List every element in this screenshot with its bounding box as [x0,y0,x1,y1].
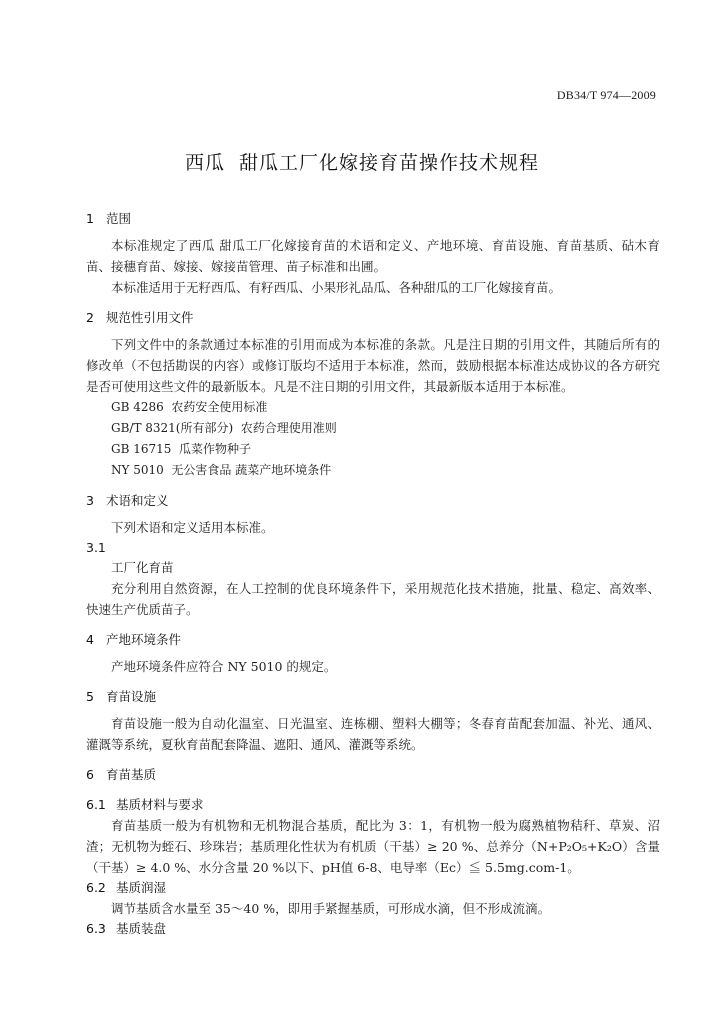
term-name: 工厂化育苗 [111,560,174,575]
section-title: 产地环境条件 [106,632,182,647]
subsection-heading-6-2 [86,878,660,898]
section-title: 术语和定义 [106,493,169,508]
term-definition: 充分利用自然资源，在人工控制的优良环境条件下，采用规范化技术措施，批量、稳定、高效率、快速生产优质苗子。 [86,581,660,617]
subsection-title: 基质材料与要求 [116,797,204,812]
document-title: 西瓜 甜瓜工厂化嫁接育苗操作技术规程 [184,152,540,174]
document-body [86,209,660,939]
subsection-title: 基质润湿 [116,880,167,895]
reference-item: GB/T 8321(所有部分) 农药合理使用准则 [111,421,337,435]
subsection-number: 6.2 [86,880,106,895]
section-title: 范围 [106,211,132,226]
section-title: 育苗设施 [106,689,157,704]
section-number: 1 [86,211,94,226]
section-number: 2 [86,310,94,325]
paragraph: 产地环境条件应符合 NY 5010 的规定。 [111,659,337,674]
section-number: 5 [86,689,94,704]
subsection-title: 基质装盘 [116,921,167,936]
subsection-number: 6.3 [86,921,106,936]
paragraph: 调节基质含水量至 35～40 %，即用手紧握基质，可形成水滴，但不形成流滴。 [111,901,551,916]
paragraph: 本标准适用于无籽西瓜、有籽西瓜、小果形礼品瓜、各种甜瓜的工厂化嫁接育苗。 [111,280,562,295]
reference-item: NY 5010 无公害食品 蔬菜产地环境条件 [111,463,332,477]
paragraph: 本标准规定了西瓜 甜瓜工厂化嫁接育苗的术语和定义、产地环境、育苗设施、育苗基质、砧木育苗、接穗育苗、嫁接、嫁接苗管理、苗子标准和出圃。 [86,238,660,274]
paragraph: 下列术语和定义适用本标准。 [111,520,274,535]
section-heading-2 [86,308,660,328]
section-heading-1 [86,209,660,229]
section-title: 育苗基质 [106,767,157,782]
standard-code: DB34/T 974—2009 [556,88,656,102]
section-heading-4 [86,630,660,650]
section-number: 3 [86,493,94,508]
paragraph: 育苗设施一般为自动化温室、日光温室、连栋棚、塑料大棚等；冬春育苗配套加温、补光、通风、灌溉等系统，夏秋育苗配套降温、遮阳、通风、灌溉等系统。 [86,716,660,752]
term-number: 3.1 [86,540,106,555]
section-number: 6 [86,767,94,782]
paragraph: 下列文件中的条款通过本标准的引用而成为本标准的条款。凡是注日期的引用文件，其随后所有的修改单（不包括勘误的内容）或修订版均不适用于本标准，然而，鼓励根据本标准达成协议的各方研究是否可使用这些文件的最新版本。凡是不注日期的引用文件，其最新版本适用于本标准。 [86,337,660,394]
reference-item: GB 4286 农药安全使用标准 [111,400,268,414]
reference-item: GB 16715 瓜菜作物种子 [111,442,252,456]
section-heading-3 [86,491,660,511]
section-number: 4 [86,632,94,647]
section-heading-5 [86,687,660,707]
subsection-heading-6-3 [86,919,660,939]
paragraph: 育苗基质一般为有机物和无机物混合基质，配比为 3：1，有机物一般为腐熟植物秸秆、草炭、沼渣；无机物为蛭石、珍珠岩；基质理化性状为有机质（干基）≥ 20 %、总养分（N+P₂O₅+K₂O）含量（干基）≥ 4.0 %、水分含量 20 %以下、pH值 6-8、电导率（Ec）≦ 5.5mg.com-1。 [86,818,660,875]
section-title: 规范性引用文件 [106,310,194,325]
section-heading-6 [86,765,660,785]
subsection-heading-6-1 [86,795,660,815]
subsection-number: 6.1 [86,797,106,812]
